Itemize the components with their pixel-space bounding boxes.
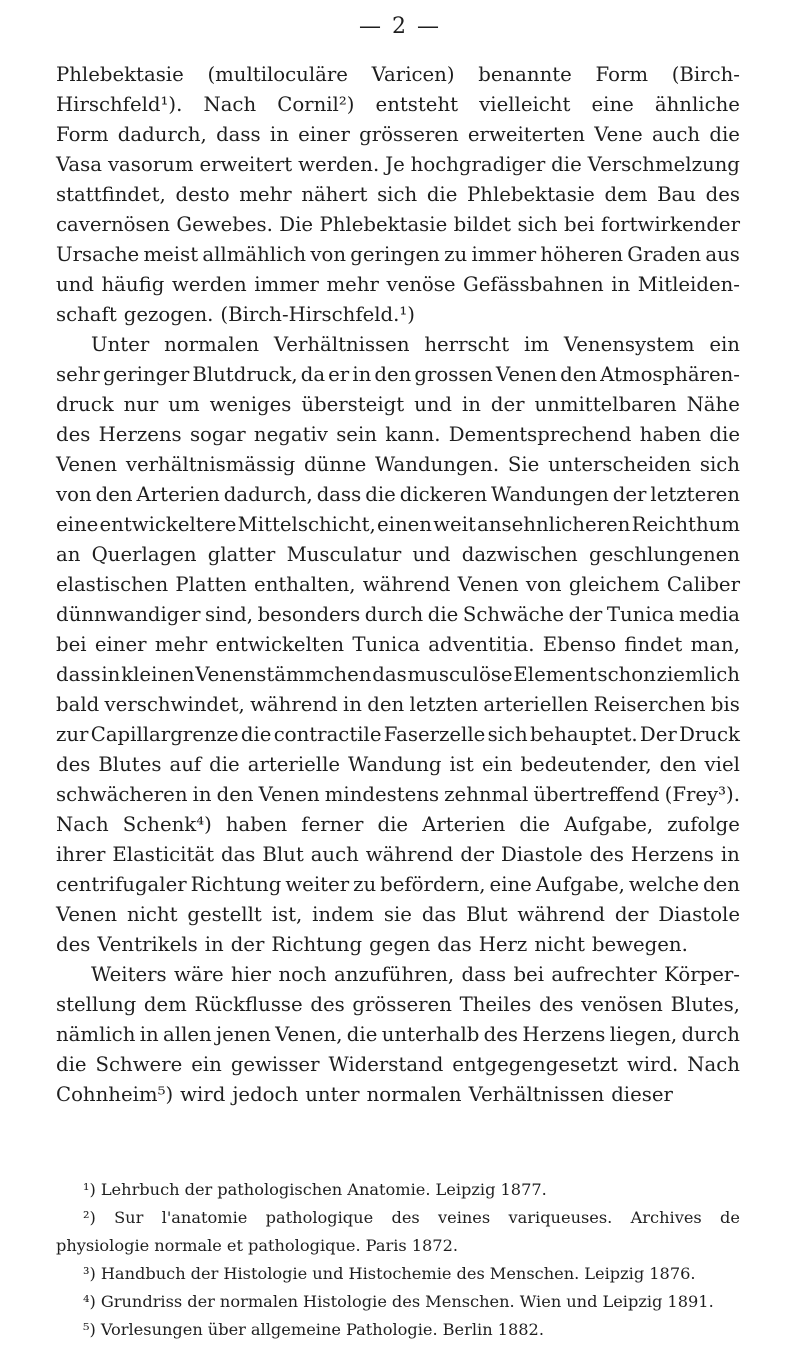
text-line: Form dadurch, dass in einer grösseren erweiterten Vene auch die xyxy=(56,123,740,146)
footnotes xyxy=(56,1176,740,1344)
text-line: stellung dem Rückflusse des grösseren Theiles des venösen Blutes, xyxy=(56,993,740,1016)
text-line: nämlich in allen jenen Venen, die unterhalb des Herzens liegen, durch xyxy=(56,1023,740,1046)
text-line: an Querlagen glatter Musculatur und dazwischen geschlungenen xyxy=(56,543,740,566)
text-line: elastischen Platten enthalten, während Venen von gleichem Caliber xyxy=(56,573,740,596)
text-line: schwächeren in den Venen mindestens zehnmal übertreffend (Frey³). xyxy=(56,783,740,806)
text-line: zur Capillargrenze die contractile Faserzelle sich behauptet. Der Druck xyxy=(56,723,740,746)
text-line: Phlebektasie (multiloculäre Varicen) benannte Form (Birch- xyxy=(56,63,740,86)
text-line: bei einer mehr entwickelten Tunica adventitia. Ebenso findet man, xyxy=(56,633,740,656)
text-line: Cohnheim⁵) wird jedoch unter normalen Verhältnissen dieser xyxy=(56,1083,673,1106)
text-line: Venen nicht gestellt ist, indem sie das Blut während der Diastole xyxy=(56,903,740,926)
text-line: Venen verhältnismässig dünne Wandungen. Sie unterscheiden sich xyxy=(56,453,740,476)
footnote-line: physiologie normale et pathologique. Paris 1872. xyxy=(56,1236,459,1255)
text-line: eine entwickeltere Mittelschicht, einen weit ansehnlicheren Reichthum xyxy=(56,513,740,536)
text-line: des Herzens sogar negativ sein kann. Dementsprechend haben die xyxy=(56,423,740,446)
text-line: Nach Schenk⁴) haben ferner die Arterien die Aufgabe, zufolge xyxy=(56,813,740,836)
text-line: schaft gezogen. (Birch-Hirschfeld.¹) xyxy=(56,303,415,326)
text-line: von den Arterien dadurch, dass die dickeren Wandungen der letzteren xyxy=(56,483,740,506)
text-line: Unter normalen Verhältnissen herrscht im Venensystem ein xyxy=(91,333,740,356)
text-line: druck nur um weniges übersteigt und in der unmittelbaren Nähe xyxy=(56,393,740,416)
text-line: bald verschwindet, während in den letzten arteriellen Reiserchen bis xyxy=(56,693,740,716)
text-line: die Schwere ein gewisser Widerstand entgegengesetzt wird. Nach xyxy=(56,1053,740,1076)
body-text xyxy=(56,60,740,1110)
text-line: des Ventrikels in der Richtung gegen das Herz nicht bewegen. xyxy=(56,933,688,956)
text-line: Weiters wäre hier noch anzuführen, dass bei aufrechter Körper- xyxy=(91,963,740,986)
text-line: und häufig werden immer mehr venöse Gefässbahnen in Mitleiden- xyxy=(56,273,740,296)
text-line: Ursache meist allmählich von geringen zu immer höheren Graden aus xyxy=(56,243,740,266)
text-line: cavernösen Gewebes. Die Phlebektasie bildet sich bei fortwirkender xyxy=(56,213,740,236)
footnote-line: ²) Sur l'anatomie pathologique des veines variqueuses. Archives de xyxy=(83,1208,740,1227)
footnote-line: ³) Handbuch der Histologie und Histochemie des Menschen. Leipzig 1876. xyxy=(83,1264,696,1283)
text-line: Vasa vasorum erweitert werden. Je hochgradiger die Verschmelzung xyxy=(56,153,740,176)
footnote-line: ⁵) Vorlesungen über allgemeine Pathologie. Berlin 1882. xyxy=(83,1320,544,1339)
text-line: dünnwandiger sind, besonders durch die Schwäche der Tunica media xyxy=(56,603,740,626)
text-line: centrifugaler Richtung weiter zu befördern, eine Aufgabe, welche den xyxy=(56,873,740,896)
text-line: des Blutes auf die arterielle Wandung ist ein bedeutender, den viel xyxy=(56,753,740,776)
text-line: dass in kleinen Venenstämmchen das musculöse Element schon ziemlich xyxy=(56,663,740,686)
page-number: — 2 — xyxy=(359,14,441,39)
text-line: sehr geringer Blutdruck, da er in den grossen Venen den Atmosphären- xyxy=(56,363,740,386)
footnote-line: ⁴) Grundriss der normalen Histologie des Menschen. Wien und Leipzig 1891. xyxy=(83,1292,714,1311)
text-line: ihrer Elasticität das Blut auch während der Diastole des Herzens in xyxy=(56,843,740,866)
text-line: stattfindet, desto mehr nähert sich die Phlebektasie dem Bau des xyxy=(56,183,740,206)
footnote-line: ¹) Lehrbuch der pathologischen Anatomie. Leipzig 1877. xyxy=(83,1180,547,1199)
text-line: Hirschfeld¹). Nach Cornil²) entsteht vielleicht eine ähnliche xyxy=(56,93,740,116)
